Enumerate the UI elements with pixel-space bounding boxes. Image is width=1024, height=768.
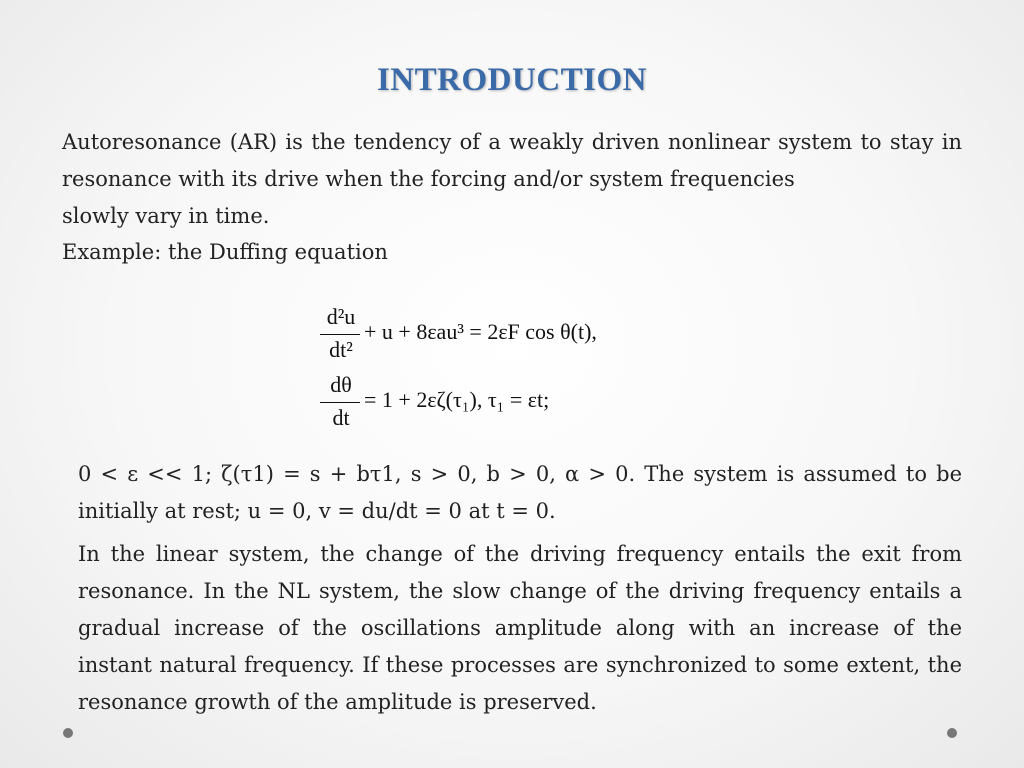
equation-1-fraction bbox=[320, 302, 362, 365]
equation-2-numerator: dθ bbox=[330, 372, 352, 397]
paragraph-definition-line-2: slowly vary in time. bbox=[62, 204, 270, 228]
paragraph-explanation: In the linear system, the change of the driving frequency entails the exit from resonance. In the NL system, the slow change of the driving frequency entails a gradual increase of the oscillations amplitude along with an increase of the instant natural frequency. If these processes are synchronized to some extent, the resonance growth of the amplitude is preserved. bbox=[78, 542, 962, 714]
equation-1-denominator: dt² bbox=[329, 337, 353, 362]
corner-dot-right bbox=[947, 728, 957, 738]
paragraph-example: Example: the Duffing equation bbox=[62, 240, 388, 264]
equation-1-rhs: + u + 8εau³ = 2εF cos θ(t), bbox=[364, 319, 597, 344]
paragraph-definition bbox=[62, 124, 962, 235]
slide-title: INTRODUCTION bbox=[376, 62, 648, 98]
equation-2-denominator: dt bbox=[332, 405, 350, 430]
paragraph-definition-line-1: Autoresonance (AR) is the tendency of a weakly driven nonlinear system to stay in resonance with its drive when the forcing and/or system frequencies bbox=[62, 130, 962, 191]
corner-dot-left bbox=[63, 728, 73, 738]
equation-1-numerator: d²u bbox=[326, 304, 356, 329]
equation-2-fraction bbox=[320, 370, 362, 433]
paragraph-conditions: 0 < ε << 1; ζ(τ1) = s + bτ1, s > 0, b > 0, α > 0. The system is assumed to be initially at rest; u = 0, v = du/dt = 0 at t = 0. bbox=[78, 462, 962, 523]
equation-2-rhs: = 1 + 2εζ(τ₁), τ₁ = εt; bbox=[364, 387, 550, 412]
